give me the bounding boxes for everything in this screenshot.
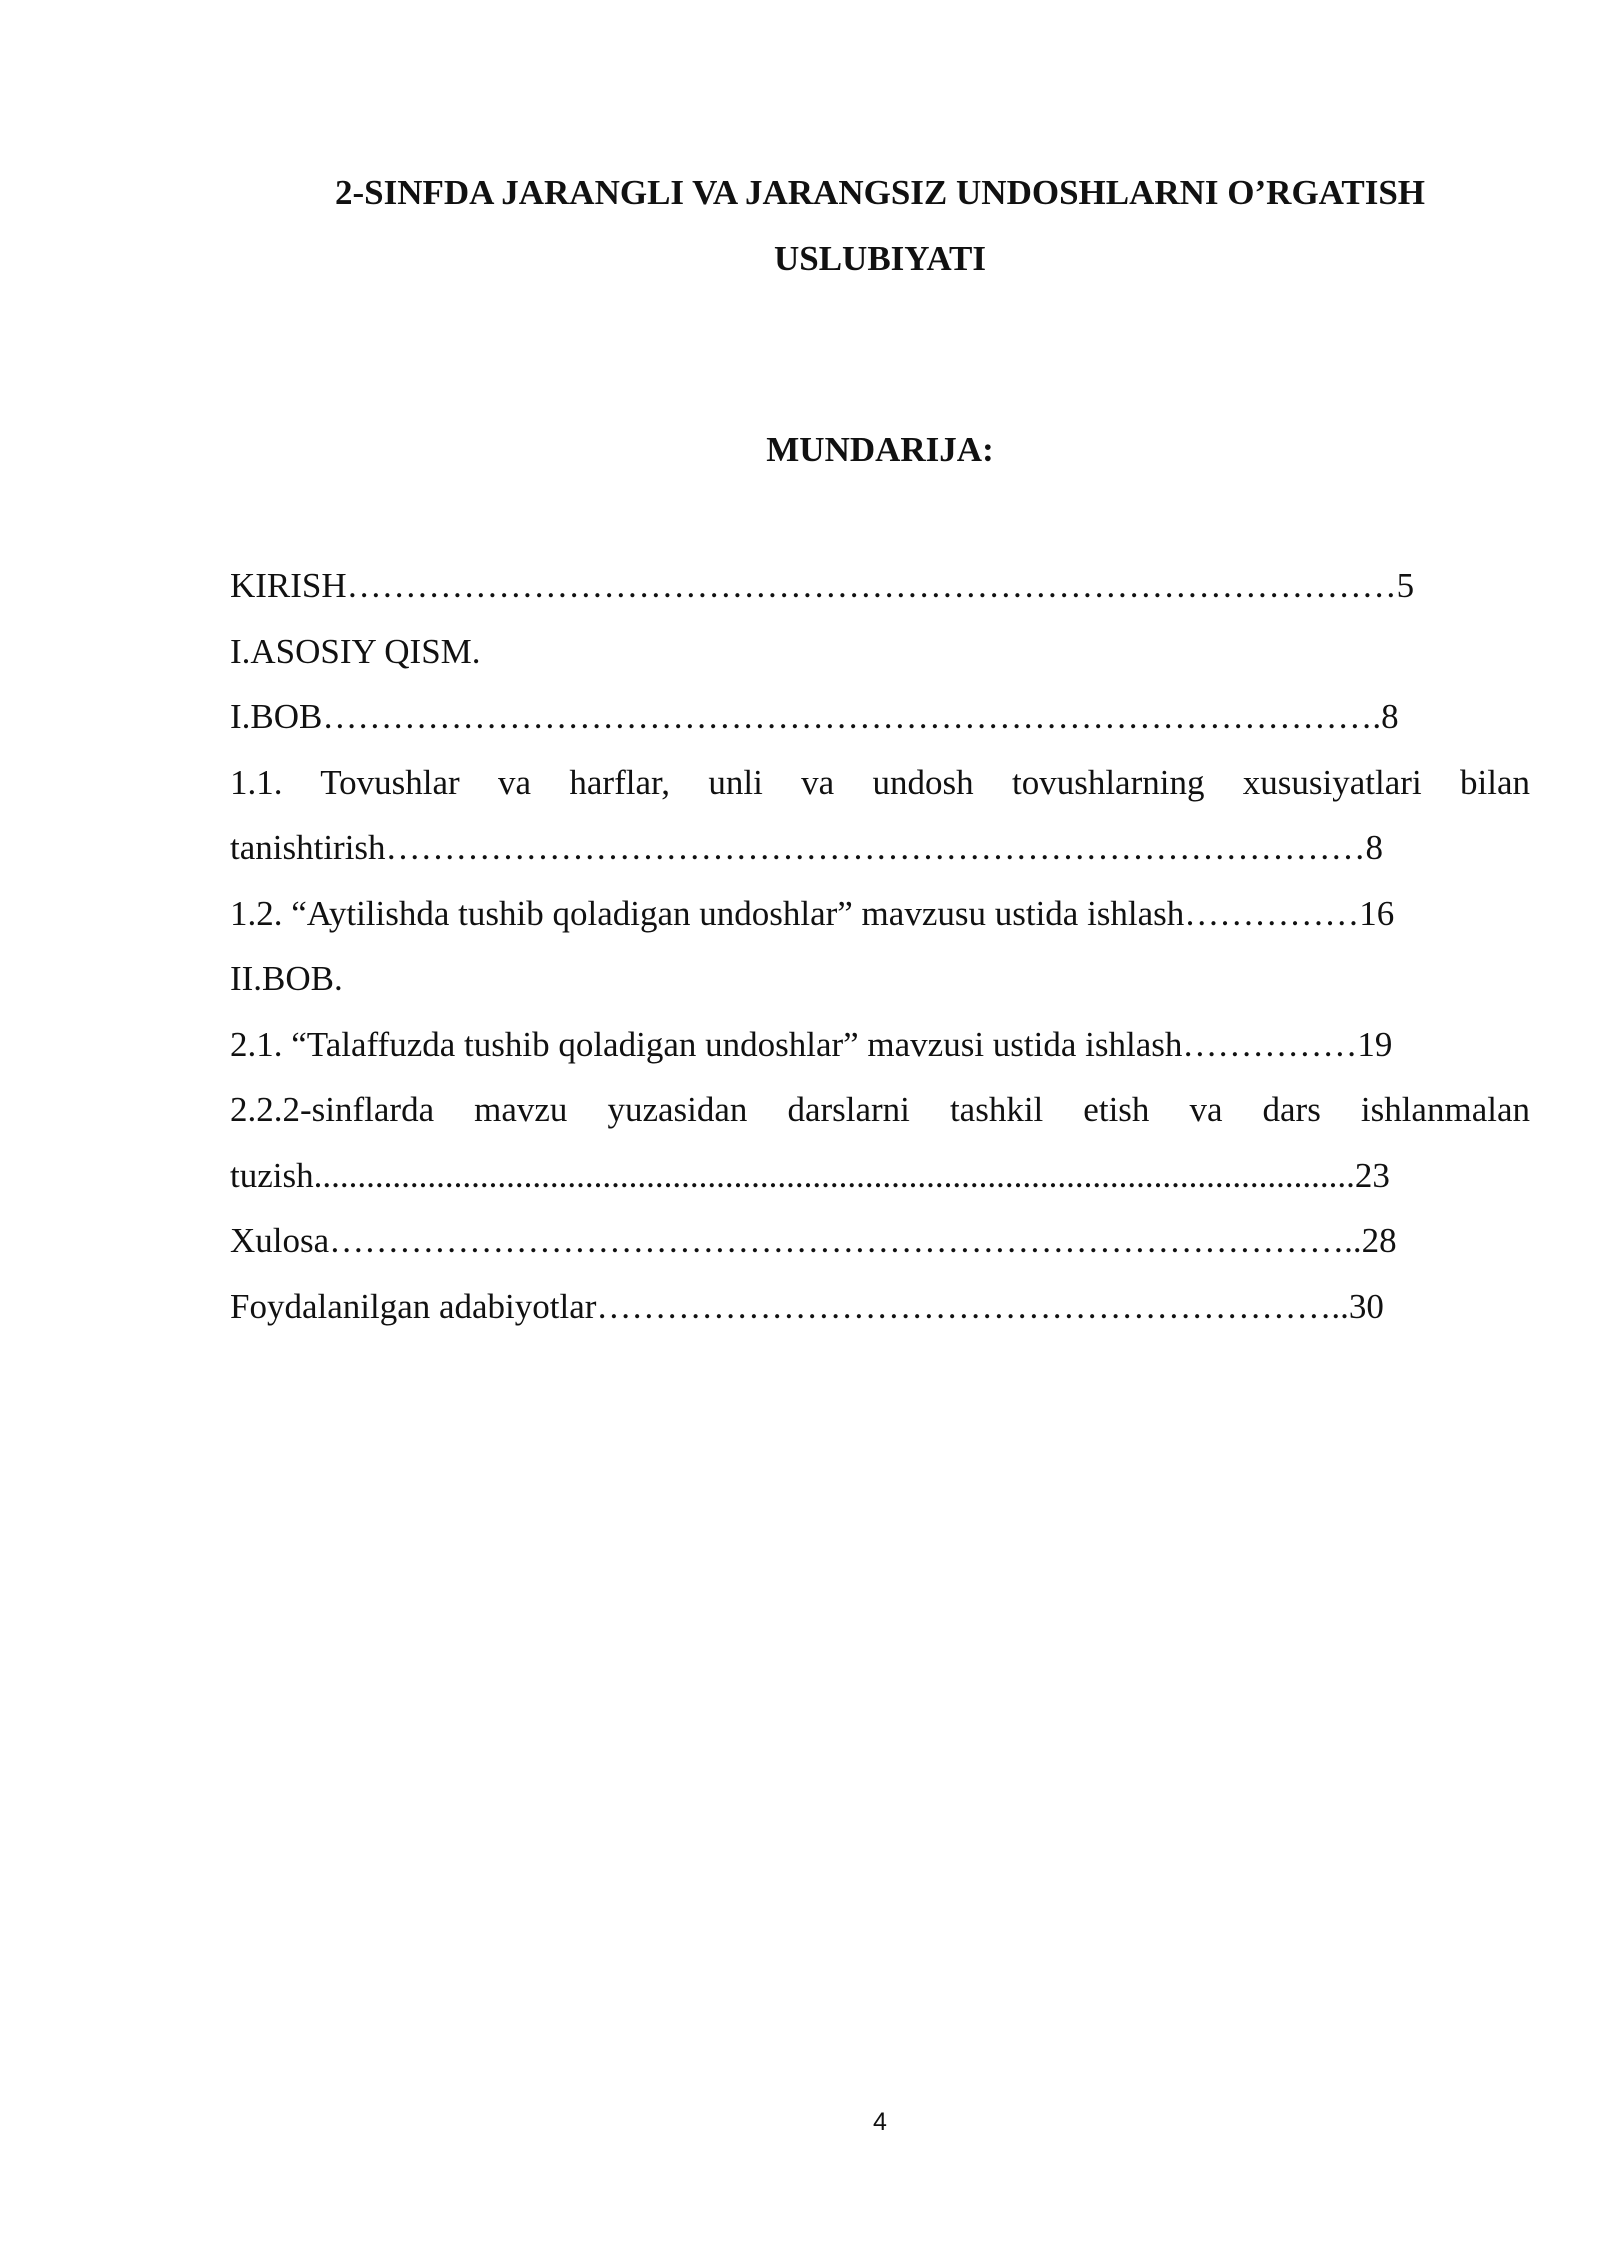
toc-entry-adabiyotlar: Foydalanilgan adabiyotlar………………………………………………………..30 <box>230 1286 1384 1326</box>
page-number: 4 <box>873 2108 887 2136</box>
document-title-line-1: 2-SINFDA JARANGLI VA JARANGSIZ UNDOSHLARNI O’RGATISH <box>334 173 1426 212</box>
toc-entry-1-1-continued: tanishtirish…………………………………………………………………………8 <box>230 828 1384 867</box>
toc-entry-2-2: 2.2.2-sinflarda mavzu yuzasidan darslarni tashkil etish va dars ishlanmalan <box>230 1090 1530 1129</box>
toc-entry-chapter-1: I.BOB……………………………………………………………………………….8 <box>230 697 1399 736</box>
toc-heading: MUNDARIJA: <box>766 430 994 469</box>
toc-entry-1-2: 1.2. “Aytilishda tushib qoladigan undoshlar” mavzusu ustida ishlash……………16 <box>230 893 1395 933</box>
table-of-contents <box>230 553 1530 1339</box>
toc-entry-2-1: 2.1. “Talaffuzda tushib qoladigan undoshlar” mavzusi ustida ishlash……………19 <box>230 1024 1393 1064</box>
toc-entry-xulosa: Xulosa……………………………………………………………………………..28 <box>230 1221 1397 1260</box>
toc-entry-2-2-continued: tuzish.......................................................................................................................23 <box>230 1155 1390 1195</box>
toc-entry-chapter-2: II.BOB. <box>230 959 343 998</box>
toc-entry-1-1: 1.1. Tovushlar va harflar, unli va undosh tovushlarning xususiyatlari bilan <box>230 762 1530 802</box>
toc-entry-asosiy-qism: I.ASOSIY QISM. <box>230 631 481 671</box>
document-title-line-2: USLUBIYATI <box>773 239 987 278</box>
toc-entry-kirish: KIRISH………………………………………………………………………………5 <box>230 566 1415 605</box>
document-title <box>230 160 1530 292</box>
